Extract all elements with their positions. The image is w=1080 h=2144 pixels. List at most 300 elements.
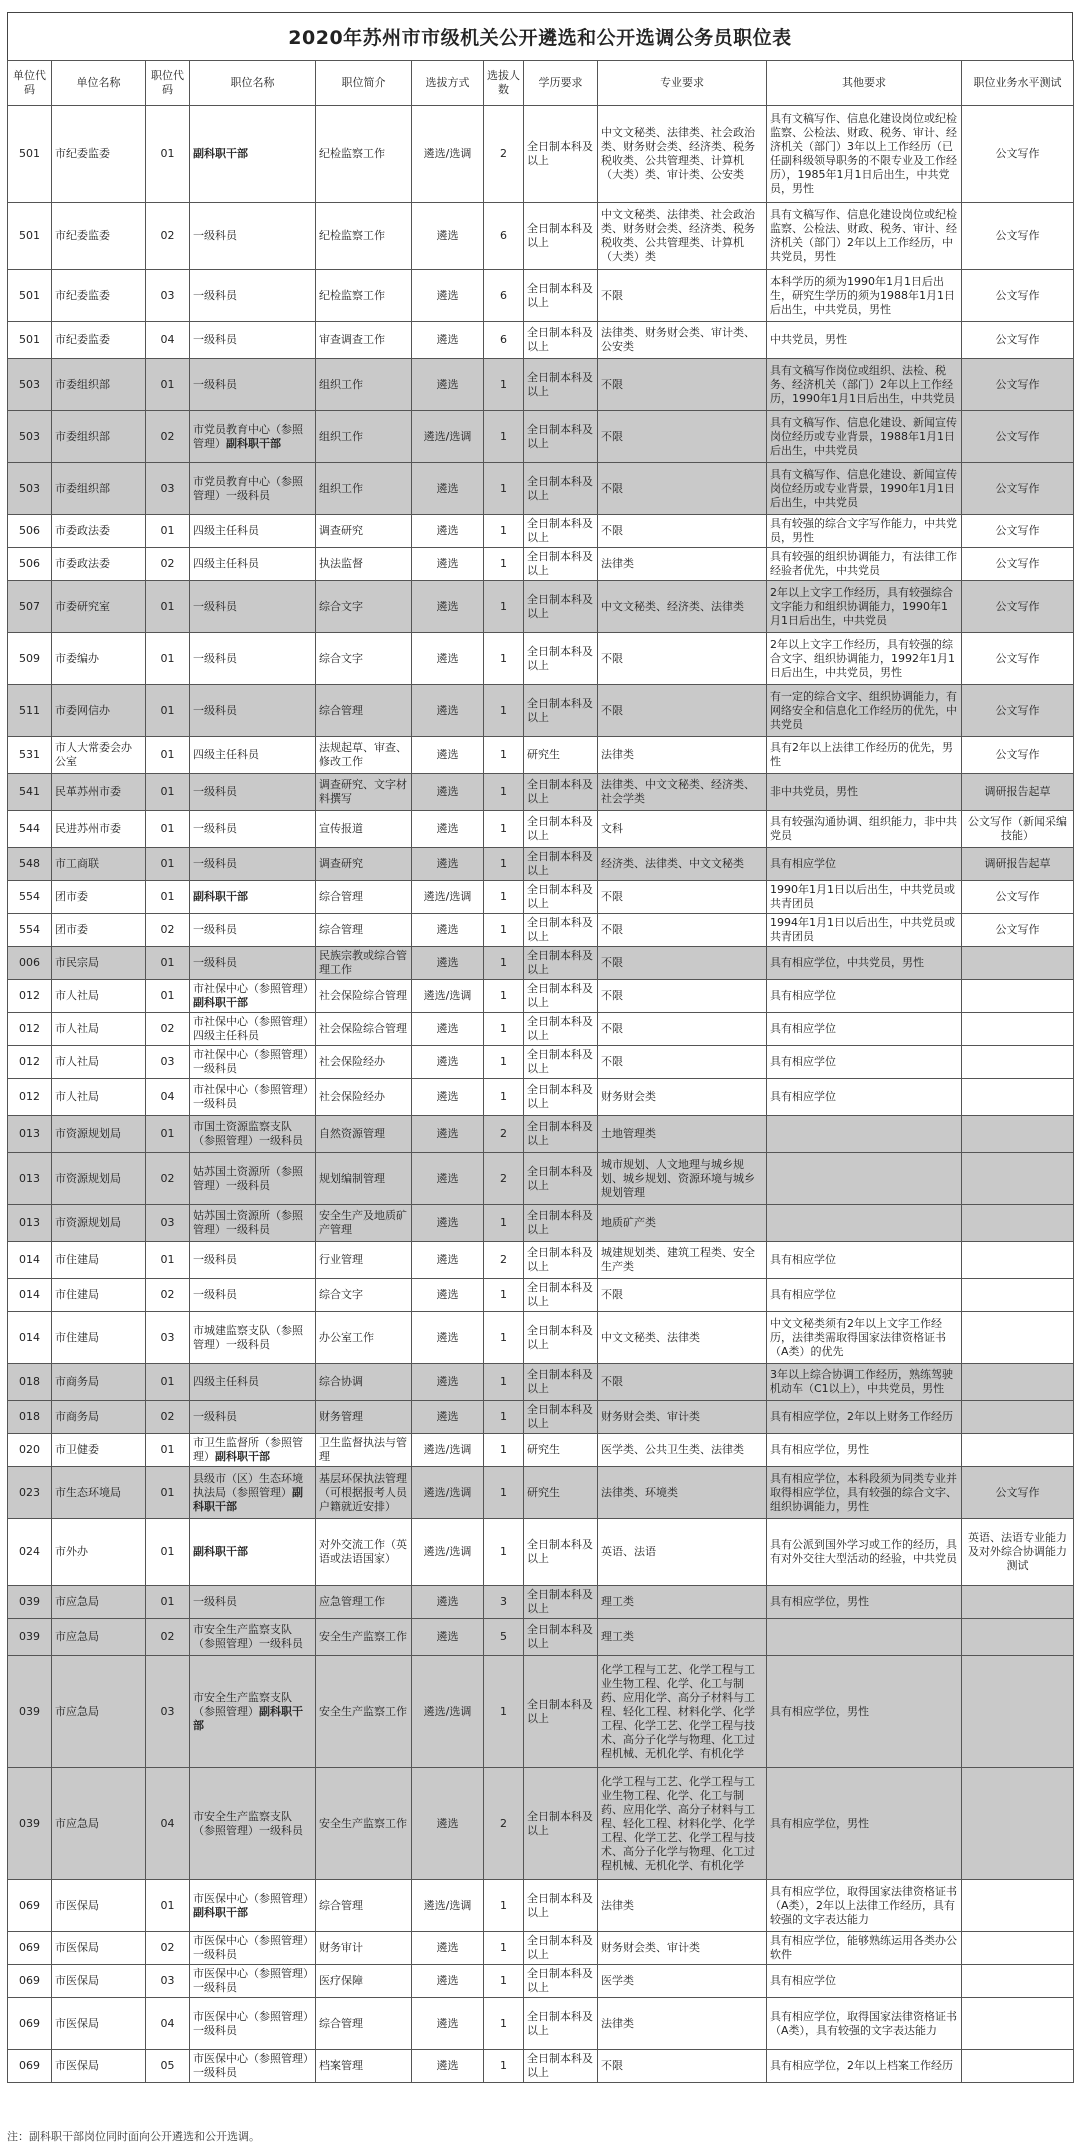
selection-method-cell: 遴选: [412, 1242, 484, 1279]
unit-name-cell: 市纪委监委: [52, 106, 146, 203]
position-unit-text: 一级科员: [193, 956, 237, 969]
header-position-name: 职位名称: [190, 61, 316, 106]
selection-method-cell: 遴选: [412, 515, 484, 548]
header-other-requirements: 其他要求: [767, 61, 962, 106]
position-intro-cell: 综合文字: [316, 581, 412, 633]
position-name-cell: [190, 881, 316, 914]
position-name-cell: [190, 914, 316, 947]
major-cell: 不限: [598, 463, 767, 515]
position-rank-text: 副科职干部: [193, 1545, 248, 1558]
position-unit-text: 市医保中心（参照管理）一级科员: [193, 2052, 309, 2079]
unit-code-cell: 501: [8, 322, 52, 359]
selection-count-cell: 2: [484, 1116, 524, 1153]
other-requirements-cell: 具有相应学位，2年以上档案工作经历: [767, 2050, 962, 2083]
header-position-code: 职位代码: [146, 61, 190, 106]
unit-name-cell: 市资源规划局: [52, 1153, 146, 1205]
position-unit-text: 一级科员: [193, 1253, 237, 1266]
education-cell: 全日制本科及以上: [524, 1619, 598, 1656]
unit-code-cell: 506: [8, 515, 52, 548]
header-major: 专业要求: [598, 61, 767, 106]
selection-method-cell: 遴选: [412, 1364, 484, 1401]
position-code-cell: 01: [146, 1519, 190, 1586]
position-code-cell: 01: [146, 1434, 190, 1467]
position-name-cell: [190, 2050, 316, 2083]
business-test-cell: [962, 1401, 1074, 1434]
position-code-cell: 02: [146, 1279, 190, 1312]
education-cell: 全日制本科及以上: [524, 2050, 598, 2083]
education-cell: 全日制本科及以上: [524, 848, 598, 881]
selection-count-cell: 6: [484, 322, 524, 359]
selection-method-cell: 遴选: [412, 322, 484, 359]
other-requirements-cell: 3年以上综合协调工作经历，熟练驾驶机动车（C1以上），中共党员，男性: [767, 1364, 962, 1401]
selection-method-cell: 遴选: [412, 359, 484, 411]
education-cell: 全日制本科及以上: [524, 811, 598, 848]
selection-method-cell: 遴选/选调: [412, 1880, 484, 1932]
selection-count-cell: 1: [484, 914, 524, 947]
other-requirements-cell: 具有文稿写作、信息化建设、新闻宣传岗位经历或专业背景，1988年1月1日后出生，中共党员: [767, 411, 962, 463]
position-unit-text: 一级科员: [193, 1288, 237, 1301]
position-name-cell: [190, 548, 316, 581]
header-unit-name: 单位名称: [52, 61, 146, 106]
page-title: 2020年苏州市市级机关公开遴选和公开选调公务员职位表: [7, 12, 1073, 60]
other-requirements-cell: 具有2年以上法律工作经历的优先，男性: [767, 737, 962, 774]
unit-name-cell: 市应急局: [52, 1586, 146, 1619]
selection-method-cell: 遴选: [412, 1619, 484, 1656]
selection-method-cell: 遴选: [412, 1312, 484, 1364]
selection-count-cell: 1: [484, 1932, 524, 1965]
selection-count-cell: 1: [484, 1434, 524, 1467]
position-code-cell: 01: [146, 359, 190, 411]
position-code-cell: 01: [146, 1880, 190, 1932]
business-test-cell: [962, 1116, 1074, 1153]
position-unit-text: 四级主任科员: [193, 1375, 259, 1388]
unit-name-cell: 市委组织部: [52, 463, 146, 515]
other-requirements-cell: 具有相应学位，能够熟练运用各类办公软件: [767, 1932, 962, 1965]
table-row: [8, 203, 1074, 270]
other-requirements-cell: 具有相应学位: [767, 1079, 962, 1116]
position-code-cell: 03: [146, 1965, 190, 1998]
unit-name-cell: 市医保局: [52, 1965, 146, 1998]
table-row: [8, 881, 1074, 914]
selection-method-cell: 遴选: [412, 685, 484, 737]
other-requirements-cell: 具有文稿写作、信息化建设、新闻宣传岗位经历或专业背景，1990年1月1日后出生，中共党员: [767, 463, 962, 515]
business-test-cell: [962, 1153, 1074, 1205]
other-requirements-cell: 具有相应学位，男性: [767, 1586, 962, 1619]
position-unit-text: 一级科员: [193, 1410, 237, 1423]
education-cell: 全日制本科及以上: [524, 881, 598, 914]
unit-code-cell: 006: [8, 947, 52, 980]
table-row: [8, 322, 1074, 359]
other-requirements-cell: [767, 1153, 962, 1205]
header-education: 学历要求: [524, 61, 598, 106]
position-name-cell: [190, 1519, 316, 1586]
education-cell: 全日制本科及以上: [524, 515, 598, 548]
business-test-cell: 调研报告起草: [962, 774, 1074, 811]
position-name-cell: [190, 811, 316, 848]
selection-method-cell: 遴选: [412, 548, 484, 581]
education-cell: 全日制本科及以上: [524, 581, 598, 633]
position-name-cell: [190, 1279, 316, 1312]
position-intro-cell: 执法监督: [316, 548, 412, 581]
unit-code-cell: 511: [8, 685, 52, 737]
position-intro-cell: 医疗保障: [316, 1965, 412, 1998]
selection-count-cell: 2: [484, 106, 524, 203]
unit-name-cell: 市商务局: [52, 1401, 146, 1434]
unit-name-cell: 市商务局: [52, 1364, 146, 1401]
unit-name-cell: 市资源规划局: [52, 1116, 146, 1153]
table-row: [8, 1619, 1074, 1656]
position-rank-text: 副科职干部: [215, 1450, 270, 1463]
position-unit-text: 市社保中心（参照管理）四级主任科员: [193, 1015, 309, 1042]
unit-name-cell: 市委编办: [52, 633, 146, 685]
unit-name-cell: 民进苏州市委: [52, 811, 146, 848]
position-unit-text: 一级科员: [193, 822, 237, 835]
unit-code-cell: 018: [8, 1401, 52, 1434]
footnote: 注：副科职干部岗位同时面向公开遴选和公开选调。: [7, 2130, 260, 2143]
business-test-cell: [962, 1046, 1074, 1079]
other-requirements-cell: 具有相应学位: [767, 980, 962, 1013]
major-cell: 医学类: [598, 1965, 767, 1998]
unit-code-cell: 012: [8, 1013, 52, 1046]
unit-name-cell: 市民宗局: [52, 947, 146, 980]
position-name-cell: [190, 1242, 316, 1279]
major-cell: 城建规划类、建筑工程类、安全生产类: [598, 1242, 767, 1279]
position-name-cell: [190, 685, 316, 737]
major-cell: 中文文秘类、法律类: [598, 1312, 767, 1364]
position-intro-cell: 综合管理: [316, 685, 412, 737]
selection-count-cell: 1: [484, 1312, 524, 1364]
position-code-cell: 04: [146, 1079, 190, 1116]
education-cell: 全日制本科及以上: [524, 1519, 598, 1586]
position-code-cell: 01: [146, 685, 190, 737]
business-test-cell: 公文写作: [962, 203, 1074, 270]
position-intro-cell: 财务审计: [316, 1932, 412, 1965]
table-row: [8, 1153, 1074, 1205]
position-name-cell: [190, 359, 316, 411]
position-rank-text: 副科职干部: [193, 1905, 248, 1919]
position-intro-cell: 财务管理: [316, 1401, 412, 1434]
major-cell: 英语、法语: [598, 1519, 767, 1586]
education-cell: 全日制本科及以上: [524, 463, 598, 515]
unit-code-cell: 507: [8, 581, 52, 633]
header-business-test: 职位业务水平测试: [962, 61, 1074, 106]
header-selection-count: 选拔人数: [484, 61, 524, 106]
major-cell: 法律类: [598, 1998, 767, 2050]
position-code-cell: 01: [146, 581, 190, 633]
education-cell: 全日制本科及以上: [524, 359, 598, 411]
selection-method-cell: 遴选/选调: [412, 106, 484, 203]
position-unit-text: 一级科员: [193, 333, 237, 346]
position-name-cell: [190, 1013, 316, 1046]
unit-code-cell: 014: [8, 1312, 52, 1364]
major-cell: 不限: [598, 270, 767, 322]
table-row: [8, 359, 1074, 411]
major-cell: 不限: [598, 914, 767, 947]
selection-method-cell: 遴选: [412, 811, 484, 848]
major-cell: 化学工程与工艺、化学工程与工业生物工程、化学、化工与制药、应用化学、高分子材料与工程、轻化工程、材料化学、化学工程、化学工艺、化学工程与技术、高分子化学与物理、化工过程机械、无机化学、有机化学: [598, 1656, 767, 1768]
major-cell: 不限: [598, 515, 767, 548]
business-test-cell: [962, 1768, 1074, 1880]
business-test-cell: 公文写作: [962, 106, 1074, 203]
selection-method-cell: 遴选/选调: [412, 411, 484, 463]
position-code-cell: 01: [146, 737, 190, 774]
other-requirements-cell: 中文文秘类须有2年以上文字工作经历，法律类需取得国家法律资格证书（A类）的优先: [767, 1312, 962, 1364]
major-cell: 不限: [598, 359, 767, 411]
selection-count-cell: 2: [484, 1768, 524, 1880]
position-name-cell: [190, 633, 316, 685]
selection-method-cell: 遴选: [412, 774, 484, 811]
education-cell: 全日制本科及以上: [524, 1079, 598, 1116]
unit-name-cell: 市资源规划局: [52, 1205, 146, 1242]
business-test-cell: [962, 1880, 1074, 1932]
other-requirements-cell: 非中共党员，男性: [767, 774, 962, 811]
unit-name-cell: 市纪委监委: [52, 322, 146, 359]
major-cell: 法律类、财务财会类、审计类、公安类: [598, 322, 767, 359]
unit-code-cell: 501: [8, 203, 52, 270]
education-cell: 全日制本科及以上: [524, 1656, 598, 1768]
position-unit-text: 县级市（区）生态环境执法局（参照管理）: [193, 1471, 303, 1499]
education-cell: 全日制本科及以上: [524, 1279, 598, 1312]
position-code-cell: 01: [146, 848, 190, 881]
table-row: [8, 1467, 1074, 1519]
major-cell: 财务财会类、审计类: [598, 1932, 767, 1965]
table-row: [8, 270, 1074, 322]
selection-count-cell: 1: [484, 1656, 524, 1768]
other-requirements-cell: 具有文稿写作岗位或组织、法检、税务、经济机关（部门）2年以上工作经历，1990年1月1日后出生，中共党员: [767, 359, 962, 411]
selection-method-cell: 遴选: [412, 1768, 484, 1880]
table-row: [8, 685, 1074, 737]
major-cell: 不限: [598, 947, 767, 980]
table-row: [8, 947, 1074, 980]
education-cell: 全日制本科及以上: [524, 1013, 598, 1046]
major-cell: 理工类: [598, 1586, 767, 1619]
position-rank-text: 副科职干部: [226, 436, 281, 450]
unit-name-cell: 市卫健委: [52, 1434, 146, 1467]
position-unit-text: 四级主任科员: [193, 748, 259, 761]
position-name-cell: [190, 463, 316, 515]
selection-count-cell: 1: [484, 359, 524, 411]
table-row: [8, 1312, 1074, 1364]
unit-name-cell: 市应急局: [52, 1656, 146, 1768]
unit-code-cell: 014: [8, 1279, 52, 1312]
other-requirements-cell: 具有较强的综合文字写作能力，中共党员，男性: [767, 515, 962, 548]
selection-method-cell: 遴选: [412, 270, 484, 322]
position-code-cell: 01: [146, 1586, 190, 1619]
education-cell: 全日制本科及以上: [524, 774, 598, 811]
selection-count-cell: 1: [484, 1467, 524, 1519]
business-test-cell: [962, 1205, 1074, 1242]
selection-method-cell: 遴选: [412, 914, 484, 947]
unit-name-cell: 市委组织部: [52, 359, 146, 411]
selection-count-cell: 1: [484, 881, 524, 914]
position-unit-text: 市安全生产监察支队（参照管理）一级科员: [193, 1623, 303, 1650]
selection-count-cell: 1: [484, 2050, 524, 2083]
position-unit-text: 市社保中心（参照管理）一级科员: [193, 1048, 309, 1075]
selection-count-cell: 1: [484, 515, 524, 548]
selection-count-cell: 1: [484, 980, 524, 1013]
business-test-cell: [962, 1932, 1074, 1965]
other-requirements-cell: 具有较强的组织协调能力，有法律工作经验者优先，中共党员: [767, 548, 962, 581]
position-name-cell: [190, 1205, 316, 1242]
selection-count-cell: 1: [484, 774, 524, 811]
business-test-cell: 公文写作: [962, 270, 1074, 322]
selection-count-cell: 1: [484, 1880, 524, 1932]
selection-count-cell: 1: [484, 411, 524, 463]
position-name-cell: [190, 1998, 316, 2050]
unit-name-cell: 市外办: [52, 1519, 146, 1586]
unit-name-cell: 市住建局: [52, 1312, 146, 1364]
selection-method-cell: 遴选: [412, 848, 484, 881]
table-row: [8, 848, 1074, 881]
position-name-cell: [190, 515, 316, 548]
table-row: [8, 633, 1074, 685]
business-test-cell: 公文写作: [962, 1467, 1074, 1519]
table-row: [8, 1401, 1074, 1434]
other-requirements-cell: 具有公派到国外学习或工作的经历，具有对外交往大型活动的经验，中共党员: [767, 1519, 962, 1586]
position-code-cell: 03: [146, 1046, 190, 1079]
position-intro-cell: 综合管理: [316, 1880, 412, 1932]
other-requirements-cell: 1990年1月1日以后出生，中共党员或共青团员: [767, 881, 962, 914]
education-cell: 全日制本科及以上: [524, 1364, 598, 1401]
table-row: [8, 811, 1074, 848]
unit-code-cell: 541: [8, 774, 52, 811]
position-intro-cell: 安全生产及地质矿产管理: [316, 1205, 412, 1242]
position-intro-cell: 行业管理: [316, 1242, 412, 1279]
unit-code-cell: 039: [8, 1656, 52, 1768]
position-code-cell: 04: [146, 322, 190, 359]
business-test-cell: 公文写作: [962, 359, 1074, 411]
position-name-cell: [190, 1401, 316, 1434]
major-cell: 理工类: [598, 1619, 767, 1656]
position-intro-cell: 综合文字: [316, 633, 412, 685]
other-requirements-cell: 具有相应学位，男性: [767, 1656, 962, 1768]
selection-count-cell: 1: [484, 1046, 524, 1079]
selection-count-cell: 2: [484, 1153, 524, 1205]
business-test-cell: [962, 947, 1074, 980]
selection-method-cell: 遴选: [412, 581, 484, 633]
business-test-cell: [962, 1586, 1074, 1619]
education-cell: 全日制本科及以上: [524, 322, 598, 359]
position-name-cell: [190, 1768, 316, 1880]
unit-code-cell: 069: [8, 1998, 52, 2050]
position-intro-cell: 基层环保执法管理（可根据报考人员户籍就近安排）: [316, 1467, 412, 1519]
position-intro-cell: 办公室工作: [316, 1312, 412, 1364]
major-cell: 中文文秘类、法律类、社会政治类、财务财会类、经济类、税务税收类、公共管理类、计算机（大类）类: [598, 203, 767, 270]
position-intro-cell: 审查调查工作: [316, 322, 412, 359]
position-unit-text: 市医保中心（参照管理）: [193, 1891, 314, 1905]
position-intro-cell: 社会保险综合管理: [316, 980, 412, 1013]
position-intro-cell: 综合管理: [316, 1998, 412, 2050]
position-intro-cell: 安全生产监察工作: [316, 1768, 412, 1880]
selection-count-cell: 1: [484, 463, 524, 515]
education-cell: 研究生: [524, 1467, 598, 1519]
position-intro-cell: 民族宗教或综合管理工作: [316, 947, 412, 980]
position-intro-cell: 纪检监察工作: [316, 106, 412, 203]
table-row: [8, 548, 1074, 581]
business-test-cell: 公文写作: [962, 411, 1074, 463]
table-row: [8, 1013, 1074, 1046]
other-requirements-cell: 具有相应学位，取得国家法律资格证书（A类），具有较强的文字表达能力: [767, 1998, 962, 2050]
other-requirements-cell: 具有相应学位: [767, 1965, 962, 1998]
position-name-cell: [190, 737, 316, 774]
selection-count-cell: 1: [484, 737, 524, 774]
table-row: [8, 737, 1074, 774]
other-requirements-cell: 具有相应学位，2年以上财务工作经历: [767, 1401, 962, 1434]
education-cell: 全日制本科及以上: [524, 548, 598, 581]
selection-method-cell: 遴选: [412, 1046, 484, 1079]
position-unit-text: 市社保中心（参照管理）: [193, 982, 314, 995]
selection-count-cell: 1: [484, 1998, 524, 2050]
selection-method-cell: 遴选/选调: [412, 881, 484, 914]
major-cell: 地质矿产类: [598, 1205, 767, 1242]
unit-code-cell: 039: [8, 1619, 52, 1656]
table-row: [8, 1364, 1074, 1401]
position-intro-cell: 综合协调: [316, 1364, 412, 1401]
other-requirements-cell: 具有较强沟通协调、组织能力，非中共党员: [767, 811, 962, 848]
unit-name-cell: 市纪委监委: [52, 203, 146, 270]
major-cell: 不限: [598, 1046, 767, 1079]
business-test-cell: [962, 1279, 1074, 1312]
position-intro-cell: 组织工作: [316, 463, 412, 515]
position-unit-text: 市城建监察支队（参照管理）一级科员: [193, 1323, 303, 1351]
position-intro-cell: 纪检监察工作: [316, 203, 412, 270]
position-name-cell: [190, 106, 316, 203]
selection-count-cell: 2: [484, 1242, 524, 1279]
position-name-cell: [190, 1364, 316, 1401]
table-row: [8, 1205, 1074, 1242]
unit-code-cell: 506: [8, 548, 52, 581]
position-code-cell: 04: [146, 1998, 190, 2050]
position-intro-cell: 卫生监督执法与管理: [316, 1434, 412, 1467]
other-requirements-cell: 具有相应学位: [767, 848, 962, 881]
position-unit-text: 一级科员: [193, 785, 237, 798]
position-unit-text: 一级科员: [193, 377, 237, 391]
selection-count-cell: 1: [484, 685, 524, 737]
business-test-cell: [962, 1434, 1074, 1467]
selection-count-cell: 6: [484, 270, 524, 322]
education-cell: 全日制本科及以上: [524, 1998, 598, 2050]
selection-method-cell: 遴选: [412, 203, 484, 270]
education-cell: 全日制本科及以上: [524, 947, 598, 980]
position-name-cell: [190, 1116, 316, 1153]
business-test-cell: [962, 1656, 1074, 1768]
other-requirements-cell: 具有相应学位，中共党员，男性: [767, 947, 962, 980]
unit-code-cell: 069: [8, 1880, 52, 1932]
position-rank-text: 副科职干部: [193, 147, 248, 160]
unit-code-cell: 531: [8, 737, 52, 774]
selection-method-cell: 遴选: [412, 1153, 484, 1205]
business-test-cell: 公文写作: [962, 463, 1074, 515]
position-code-cell: 02: [146, 1153, 190, 1205]
position-rank-text: 副科职干部: [193, 1485, 303, 1513]
other-requirements-cell: 具有相应学位: [767, 1242, 962, 1279]
table-row: [8, 1998, 1074, 2050]
unit-code-cell: 501: [8, 106, 52, 203]
position-unit-text: 一级科员: [193, 599, 237, 613]
unit-name-cell: 市委组织部: [52, 411, 146, 463]
position-intro-cell: 调查研究: [316, 848, 412, 881]
position-unit-text: 市卫生监督所（参照管理）: [193, 1436, 303, 1463]
education-cell: 全日制本科及以上: [524, 1312, 598, 1364]
table-row: [8, 2050, 1074, 2083]
position-code-cell: 01: [146, 774, 190, 811]
selection-method-cell: 遴选: [412, 2050, 484, 2083]
other-requirements-cell: 1994年1月1日以后出生，中共党员或共青团员: [767, 914, 962, 947]
education-cell: 全日制本科及以上: [524, 1205, 598, 1242]
other-requirements-cell: [767, 1619, 962, 1656]
education-cell: 全日制本科及以上: [524, 411, 598, 463]
table-row: [8, 1242, 1074, 1279]
